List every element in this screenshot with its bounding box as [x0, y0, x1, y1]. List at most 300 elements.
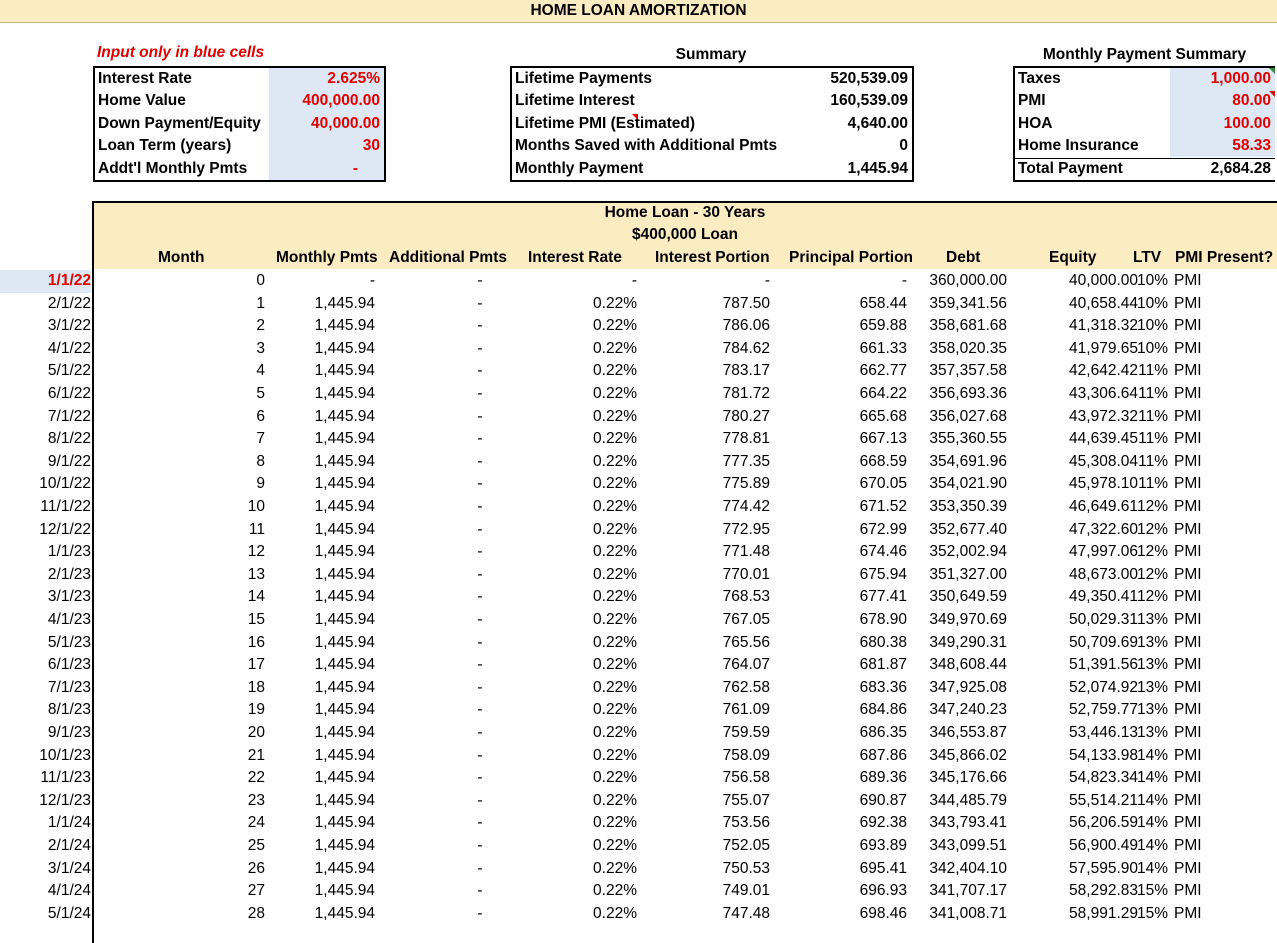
cell-principal-portion[interactable]: 671.52 [859, 498, 907, 515]
cell-additional-pmts[interactable]: - [477, 430, 483, 448]
cell-interest-rate[interactable]: 0.22% [593, 294, 637, 312]
cell-date[interactable]: 2/1/22 [47, 294, 91, 312]
cell-ltv[interactable]: 11% [1138, 385, 1168, 402]
cell-monthly-pmts[interactable]: 1,445.94 [314, 859, 375, 877]
cell-date[interactable]: 3/1/22 [47, 317, 91, 335]
cell-interest-portion[interactable]: 747.48 [722, 904, 770, 922]
cell-equity[interactable]: 56,900.49 [1069, 837, 1138, 854]
cell-ltv[interactable]: 13% [1136, 678, 1168, 696]
header-additional-pmts[interactable]: Additional Pmts [389, 249, 507, 266]
cell-principal-portion[interactable]: 678.90 [859, 611, 907, 628]
cell-monthly-pmts[interactable]: 1,445.94 [314, 724, 375, 741]
cell-equity[interactable]: 55,514.21 [1069, 791, 1138, 809]
cell-equity[interactable]: 42,642.42 [1069, 362, 1138, 380]
cell-interest-rate[interactable]: 0.22% [593, 904, 637, 922]
cell-ltv[interactable]: 10% [1136, 294, 1168, 312]
cell-date[interactable]: 2/1/23 [47, 565, 91, 583]
cell-interest-portion[interactable]: 786.06 [722, 317, 770, 335]
cell-month[interactable]: 2 [256, 317, 265, 335]
pmi-input[interactable]: 80.00 [1232, 92, 1271, 110]
cell-month[interactable]: 12 [247, 543, 265, 561]
cell-equity[interactable]: 53,446.13 [1069, 724, 1138, 741]
header-pmi-present[interactable]: PMI Present? [1175, 249, 1274, 266]
cell-debt[interactable]: 356,027.68 [929, 407, 1007, 425]
cell-principal-portion[interactable]: 661.33 [859, 339, 907, 357]
additional-pmts-input[interactable]: - [352, 159, 358, 177]
cell-interest-portion[interactable]: 759.59 [722, 724, 770, 741]
cell-month[interactable]: 27 [247, 882, 265, 900]
cell-ltv[interactable]: 14% [1136, 859, 1168, 877]
cell-debt[interactable]: 341,707.17 [929, 882, 1007, 900]
cell-month[interactable]: 15 [247, 611, 265, 628]
loan-term-input[interactable]: 30 [362, 137, 380, 155]
cell-equity[interactable]: 40,658.44 [1069, 294, 1138, 312]
cell-debt[interactable]: 345,176.66 [929, 769, 1007, 787]
cell-interest-rate[interactable]: 0.22% [593, 317, 637, 335]
cell-month[interactable]: 23 [247, 791, 265, 809]
cell-debt[interactable]: 354,021.90 [929, 475, 1007, 493]
cell-monthly-pmts[interactable]: 1,445.94 [314, 633, 375, 651]
cell-interest-rate[interactable]: 0.22% [593, 475, 637, 493]
cell-monthly-pmts[interactable]: 1,445.94 [314, 430, 375, 448]
cell-date[interactable]: 1/1/22 [0, 270, 91, 293]
cell-debt[interactable]: 353,350.39 [929, 498, 1007, 515]
cell-pmi-present[interactable]: PMI [1174, 791, 1202, 809]
cell-ltv[interactable]: 11% [1138, 430, 1168, 448]
cell-monthly-pmts[interactable]: 1,445.94 [314, 407, 375, 425]
cell-debt[interactable]: 352,677.40 [929, 520, 1007, 538]
cell-equity[interactable]: 47,997.06 [1069, 543, 1138, 561]
cell-principal-portion[interactable]: 672.99 [859, 520, 907, 538]
cell-debt[interactable]: 347,925.08 [929, 678, 1007, 696]
cell-date[interactable]: 12/1/22 [39, 520, 91, 538]
cell-equity[interactable]: 43,972.32 [1069, 407, 1138, 425]
cell-debt[interactable]: 354,691.96 [929, 452, 1007, 470]
cell-monthly-pmts[interactable]: 1,445.94 [314, 543, 375, 561]
cell-month[interactable]: 8 [256, 452, 265, 470]
cell-principal-portion[interactable]: 664.22 [859, 385, 907, 402]
cell-ltv[interactable]: 14% [1136, 746, 1168, 764]
cell-date[interactable]: 3/1/23 [47, 588, 91, 606]
cell-pmi-present[interactable]: PMI [1174, 769, 1202, 787]
cell-month[interactable]: 25 [247, 837, 265, 854]
cell-date[interactable]: 4/1/23 [47, 611, 91, 628]
cell-monthly-pmts[interactable]: 1,445.94 [314, 475, 375, 493]
cell-pmi-present[interactable]: PMI [1174, 588, 1202, 606]
cell-interest-rate[interactable]: 0.22% [593, 543, 637, 561]
cell-pmi-present[interactable]: PMI [1174, 452, 1202, 470]
cell-interest-portion[interactable]: 756.58 [722, 769, 770, 787]
cell-pmi-present[interactable]: PMI [1174, 385, 1202, 402]
cell-principal-portion[interactable]: 684.86 [859, 701, 907, 719]
cell-equity[interactable]: 52,759.77 [1069, 701, 1138, 719]
cell-interest-portion[interactable]: 765.56 [722, 633, 770, 651]
cell-principal-portion[interactable]: 690.87 [859, 791, 907, 809]
cell-additional-pmts[interactable]: - [477, 317, 483, 335]
cell-principal-portion[interactable]: 668.59 [859, 452, 907, 470]
cell-month[interactable]: 3 [256, 339, 265, 357]
cell-ltv[interactable]: 11% [1138, 407, 1168, 425]
cell-monthly-pmts[interactable]: - [369, 272, 375, 289]
cell-pmi-present[interactable]: PMI [1174, 317, 1202, 335]
cell-pmi-present[interactable]: PMI [1174, 904, 1202, 922]
cell-date[interactable]: 6/1/23 [47, 656, 91, 674]
cell-ltv[interactable]: 12% [1136, 588, 1168, 606]
cell-month[interactable]: 19 [247, 701, 265, 719]
cell-month[interactable]: 24 [247, 814, 265, 832]
header-monthly-pmts[interactable]: Monthly Pmts [276, 249, 378, 266]
cell-equity[interactable]: 45,978.10 [1069, 475, 1138, 493]
cell-interest-portion[interactable]: 755.07 [722, 791, 770, 809]
cell-additional-pmts[interactable]: - [477, 565, 483, 583]
cell-ltv[interactable]: 14% [1136, 837, 1168, 854]
cell-pmi-present[interactable]: PMI [1174, 859, 1202, 877]
cell-additional-pmts[interactable]: - [477, 475, 483, 493]
summary-value[interactable]: 1,445.94 [847, 159, 908, 177]
cell-interest-rate[interactable]: 0.22% [593, 678, 637, 696]
cell-additional-pmts[interactable]: - [477, 588, 483, 606]
cell-interest-rate[interactable]: 0.22% [593, 837, 637, 854]
cell-pmi-present[interactable]: PMI [1174, 520, 1202, 538]
cell-interest-rate[interactable]: 0.22% [593, 656, 637, 674]
cell-date[interactable]: 11/1/23 [40, 769, 91, 787]
cell-monthly-pmts[interactable]: 1,445.94 [314, 588, 375, 606]
cell-principal-portion[interactable]: 686.35 [859, 724, 907, 741]
cell-ltv[interactable]: 12% [1136, 543, 1168, 561]
cell-date[interactable]: 11/1/22 [40, 498, 91, 515]
cell-additional-pmts[interactable]: - [477, 904, 483, 922]
cell-equity[interactable]: 40,000.00 [1069, 272, 1138, 289]
cell-equity[interactable]: 46,649.61 [1069, 498, 1138, 515]
cell-interest-portion[interactable]: 770.01 [722, 565, 770, 583]
cell-date[interactable]: 3/1/24 [47, 859, 91, 877]
cell-interest-portion[interactable]: 768.53 [722, 588, 770, 606]
cell-principal-portion[interactable]: 698.46 [859, 904, 907, 922]
cell-debt[interactable]: 356,693.36 [929, 385, 1007, 402]
cell-debt[interactable]: 357,357.58 [929, 362, 1007, 380]
cell-date[interactable]: 4/1/24 [47, 882, 91, 900]
cell-monthly-pmts[interactable]: 1,445.94 [314, 837, 375, 854]
cell-principal-portion[interactable]: 674.46 [859, 543, 907, 561]
cell-pmi-present[interactable]: PMI [1174, 701, 1202, 719]
cell-principal-portion[interactable]: 675.94 [859, 565, 907, 583]
cell-additional-pmts[interactable]: - [477, 272, 483, 289]
cell-ltv[interactable]: 13% [1136, 656, 1168, 674]
cell-month[interactable]: 4 [256, 362, 265, 380]
cell-interest-rate[interactable]: 0.22% [593, 498, 637, 515]
cell-interest-portion[interactable]: 784.62 [722, 339, 770, 357]
cell-interest-rate[interactable]: - [631, 272, 637, 289]
cell-equity[interactable]: 50,029.31 [1069, 611, 1138, 628]
cell-interest-rate[interactable]: 0.22% [593, 724, 637, 741]
cell-debt[interactable]: 349,290.31 [929, 633, 1007, 651]
cell-pmi-present[interactable]: PMI [1174, 362, 1202, 380]
cell-additional-pmts[interactable]: - [477, 543, 483, 561]
cell-debt[interactable]: 347,240.23 [929, 701, 1007, 719]
cell-month[interactable]: 20 [247, 724, 265, 741]
cell-pmi-present[interactable]: PMI [1174, 837, 1202, 854]
cell-pmi-present[interactable]: PMI [1174, 565, 1202, 583]
cell-month[interactable]: 5 [256, 385, 265, 402]
cell-interest-portion[interactable]: 764.07 [722, 656, 770, 674]
cell-date[interactable]: 2/1/24 [47, 837, 91, 854]
cell-monthly-pmts[interactable]: 1,445.94 [314, 769, 375, 787]
cell-date[interactable]: 8/1/23 [47, 701, 91, 719]
cell-equity[interactable]: 54,133.98 [1069, 746, 1138, 764]
cell-additional-pmts[interactable]: - [477, 814, 483, 832]
cell-principal-portion[interactable]: 689.36 [859, 769, 907, 787]
cell-month[interactable]: 11 [248, 520, 265, 538]
cell-ltv[interactable]: 14% [1136, 791, 1168, 809]
cell-principal-portion[interactable]: 670.05 [859, 475, 907, 493]
cell-additional-pmts[interactable]: - [477, 407, 483, 425]
cell-monthly-pmts[interactable]: 1,445.94 [314, 746, 375, 764]
cell-debt[interactable]: 349,970.69 [929, 611, 1007, 628]
cell-interest-rate[interactable]: 0.22% [593, 859, 637, 877]
cell-interest-portion[interactable]: 774.42 [722, 498, 770, 515]
cell-pmi-present[interactable]: PMI [1174, 339, 1202, 357]
cell-principal-portion[interactable]: 696.93 [859, 882, 907, 900]
cell-interest-rate[interactable]: 0.22% [593, 882, 637, 900]
cell-date[interactable]: 5/1/24 [47, 904, 91, 922]
cell-interest-rate[interactable]: 0.22% [593, 633, 637, 651]
cell-ltv[interactable]: 13% [1136, 701, 1168, 719]
cell-principal-portion[interactable]: 659.88 [859, 317, 907, 335]
cell-ltv[interactable]: 15% [1136, 882, 1168, 900]
cell-interest-portion[interactable]: 752.05 [722, 837, 770, 854]
cell-interest-portion[interactable]: - [764, 272, 770, 289]
cell-interest-rate[interactable]: 0.22% [593, 701, 637, 719]
cell-debt[interactable]: 351,327.00 [929, 565, 1007, 583]
cell-interest-rate[interactable]: 0.22% [593, 520, 637, 538]
cell-pmi-present[interactable]: PMI [1174, 294, 1202, 312]
cell-monthly-pmts[interactable]: 1,445.94 [314, 814, 375, 832]
cell-pmi-present[interactable]: PMI [1174, 678, 1202, 696]
cell-principal-portion[interactable]: 693.89 [859, 837, 907, 854]
cell-additional-pmts[interactable]: - [477, 452, 483, 470]
cell-interest-portion[interactable]: 780.27 [722, 407, 770, 425]
cell-ltv[interactable]: 11% [1138, 362, 1168, 380]
cell-monthly-pmts[interactable]: 1,445.94 [314, 317, 375, 335]
cell-additional-pmts[interactable]: - [477, 633, 483, 651]
comment-indicator-icon[interactable] [1269, 91, 1275, 97]
cell-additional-pmts[interactable]: - [477, 294, 483, 312]
cell-debt[interactable]: 346,553.87 [929, 724, 1007, 741]
cell-principal-portion[interactable]: 658.44 [859, 294, 907, 312]
cell-pmi-present[interactable]: PMI [1174, 611, 1202, 628]
cell-month[interactable]: 16 [247, 633, 265, 651]
cell-date[interactable]: 5/1/22 [47, 362, 91, 380]
header-equity[interactable]: Equity [1049, 249, 1097, 266]
cell-debt[interactable]: 343,793.41 [929, 814, 1007, 832]
cell-month[interactable]: 0 [256, 272, 265, 289]
cell-principal-portion[interactable]: 680.38 [859, 633, 907, 651]
cell-month[interactable]: 6 [256, 407, 265, 425]
cell-principal-portion[interactable]: 681.87 [859, 656, 907, 674]
cell-additional-pmts[interactable]: - [477, 769, 483, 787]
cell-principal-portion[interactable]: 677.41 [859, 588, 907, 606]
cell-interest-portion[interactable]: 750.53 [722, 859, 770, 877]
cell-interest-portion[interactable]: 787.50 [722, 294, 770, 312]
cell-pmi-present[interactable]: PMI [1174, 814, 1202, 832]
cell-additional-pmts[interactable]: - [477, 701, 483, 719]
cell-date[interactable]: 9/1/23 [47, 724, 91, 741]
cell-date[interactable]: 10/1/23 [39, 746, 91, 764]
cell-additional-pmts[interactable]: - [477, 656, 483, 674]
cell-ltv[interactable]: 15% [1136, 904, 1168, 922]
cell-equity[interactable]: 45,308.04 [1069, 452, 1138, 470]
cell-ltv[interactable]: 12% [1136, 520, 1168, 538]
cell-principal-portion[interactable]: 692.38 [859, 814, 907, 832]
cell-interest-portion[interactable]: 775.89 [722, 475, 770, 493]
cell-pmi-present[interactable]: PMI [1174, 633, 1202, 651]
cell-monthly-pmts[interactable]: 1,445.94 [314, 520, 375, 538]
cell-interest-portion[interactable]: 783.17 [722, 362, 770, 380]
cell-additional-pmts[interactable]: - [477, 339, 483, 357]
cell-debt[interactable]: 344,485.79 [929, 791, 1007, 809]
cell-monthly-pmts[interactable]: 1,445.94 [314, 656, 375, 674]
cell-equity[interactable]: 51,391.56 [1069, 656, 1138, 674]
cell-ltv[interactable]: 12% [1136, 565, 1168, 583]
cell-debt[interactable]: 350,649.59 [929, 588, 1007, 606]
cell-debt[interactable]: 355,360.55 [929, 430, 1007, 448]
cell-debt[interactable]: 358,020.35 [929, 339, 1007, 357]
cell-equity[interactable]: 52,074.92 [1069, 678, 1138, 696]
cell-equity[interactable]: 58,991.29 [1069, 904, 1138, 922]
summary-value[interactable]: 0 [899, 137, 908, 155]
header-interest-rate[interactable]: Interest Rate [528, 249, 622, 266]
insurance-input[interactable]: 58.33 [1232, 137, 1271, 155]
cell-pmi-present[interactable]: PMI [1174, 724, 1202, 741]
cell-interest-portion[interactable]: 778.81 [722, 430, 770, 448]
cell-equity[interactable]: 57,595.90 [1069, 859, 1138, 877]
cell-equity[interactable]: 47,322.60 [1069, 520, 1138, 538]
cell-monthly-pmts[interactable]: 1,445.94 [314, 904, 375, 922]
cell-month[interactable]: 17 [247, 656, 265, 674]
cell-monthly-pmts[interactable]: 1,445.94 [314, 882, 375, 900]
cell-interest-portion[interactable]: 777.35 [722, 452, 770, 470]
cell-ltv[interactable]: 11% [1138, 452, 1168, 470]
cell-equity[interactable]: 56,206.59 [1069, 814, 1138, 832]
cell-debt[interactable]: 360,000.00 [929, 272, 1007, 289]
comment-indicator-icon[interactable] [1269, 68, 1275, 74]
interest-rate-input[interactable]: 2.625% [327, 70, 380, 87]
cell-interest-portion[interactable]: 762.58 [722, 678, 770, 696]
cell-additional-pmts[interactable]: - [477, 520, 483, 538]
cell-pmi-present[interactable]: PMI [1174, 430, 1202, 448]
cell-debt[interactable]: 352,002.94 [929, 543, 1007, 561]
summary-value[interactable]: 520,539.09 [830, 70, 908, 87]
cell-pmi-present[interactable]: PMI [1174, 746, 1202, 764]
cell-month[interactable]: 1 [256, 294, 265, 312]
cell-interest-rate[interactable]: 0.22% [593, 430, 637, 448]
header-ltv[interactable]: LTV [1133, 249, 1162, 266]
cell-date[interactable]: 9/1/22 [47, 452, 91, 470]
cell-interest-rate[interactable]: 0.22% [593, 407, 637, 425]
cell-pmi-present[interactable]: PMI [1174, 882, 1202, 900]
cell-equity[interactable]: 50,709.69 [1069, 633, 1138, 651]
cell-date[interactable]: 12/1/23 [39, 791, 91, 809]
cell-monthly-pmts[interactable]: 1,445.94 [314, 611, 375, 628]
cell-debt[interactable]: 359,341.56 [929, 294, 1007, 312]
cell-debt[interactable]: 348,608.44 [929, 656, 1007, 674]
cell-ltv[interactable]: 14% [1136, 814, 1168, 832]
cell-interest-portion[interactable]: 749.01 [722, 882, 770, 900]
cell-principal-portion[interactable]: 662.77 [859, 362, 907, 380]
cell-interest-portion[interactable]: 771.48 [722, 543, 770, 561]
cell-ltv[interactable]: 14% [1136, 769, 1168, 787]
cell-date[interactable]: 8/1/22 [47, 430, 91, 448]
cell-monthly-pmts[interactable]: 1,445.94 [314, 385, 375, 402]
cell-additional-pmts[interactable]: - [477, 611, 483, 628]
cell-monthly-pmts[interactable]: 1,445.94 [314, 362, 375, 380]
cell-monthly-pmts[interactable]: 1,445.94 [314, 294, 375, 312]
cell-debt[interactable]: 342,404.10 [929, 859, 1007, 877]
cell-month[interactable]: 13 [247, 565, 265, 583]
cell-principal-portion[interactable]: 695.41 [859, 859, 907, 877]
cell-monthly-pmts[interactable]: 1,445.94 [314, 701, 375, 719]
cell-debt[interactable]: 341,008.71 [929, 904, 1007, 922]
cell-ltv[interactable]: 13% [1136, 633, 1168, 651]
cell-monthly-pmts[interactable]: 1,445.94 [314, 452, 375, 470]
header-debt[interactable]: Debt [946, 249, 981, 266]
comment-indicator-icon[interactable] [632, 114, 638, 120]
cell-month[interactable]: 10 [247, 498, 265, 515]
cell-month[interactable]: 26 [247, 859, 265, 877]
cell-interest-rate[interactable]: 0.22% [593, 791, 637, 809]
cell-month[interactable]: 7 [256, 430, 265, 448]
cell-principal-portion[interactable]: 665.68 [859, 407, 907, 425]
cell-interest-rate[interactable]: 0.22% [593, 565, 637, 583]
cell-monthly-pmts[interactable]: 1,445.94 [314, 565, 375, 583]
cell-monthly-pmts[interactable]: 1,445.94 [314, 339, 375, 357]
header-month[interactable]: Month [158, 249, 205, 266]
summary-value[interactable]: 4,640.00 [847, 114, 908, 132]
cell-date[interactable]: 7/1/23 [47, 678, 91, 696]
cell-month[interactable]: 14 [247, 588, 265, 606]
cell-equity[interactable]: 41,318.32 [1069, 317, 1138, 335]
cell-pmi-present[interactable]: PMI [1174, 272, 1202, 289]
cell-date[interactable]: 7/1/22 [47, 407, 91, 425]
header-principal-portion[interactable]: Principal Portion [789, 249, 914, 266]
cell-additional-pmts[interactable]: - [477, 678, 483, 696]
cell-monthly-pmts[interactable]: 1,445.94 [314, 678, 375, 696]
cell-ltv[interactable]: 10% [1136, 317, 1168, 335]
cell-interest-rate[interactable]: 0.22% [593, 385, 637, 402]
cell-date[interactable]: 1/1/23 [47, 543, 91, 561]
cell-interest-portion[interactable]: 767.05 [722, 611, 770, 628]
cell-date[interactable]: 10/1/22 [39, 475, 91, 493]
cell-equity[interactable]: 48,673.00 [1069, 565, 1138, 583]
hoa-input[interactable]: 100.00 [1223, 114, 1271, 132]
cell-additional-pmts[interactable]: - [477, 362, 483, 380]
cell-equity[interactable]: 41,979.65 [1069, 339, 1138, 357]
down-payment-input[interactable]: 40,000.00 [311, 114, 380, 132]
cell-interest-rate[interactable]: 0.22% [593, 814, 637, 832]
cell-pmi-present[interactable]: PMI [1174, 407, 1202, 425]
cell-date[interactable]: 4/1/22 [47, 339, 91, 357]
cell-monthly-pmts[interactable]: 1,445.94 [314, 498, 375, 515]
cell-interest-portion[interactable]: 758.09 [722, 746, 770, 764]
cell-additional-pmts[interactable]: - [477, 837, 483, 854]
cell-interest-rate[interactable]: 0.22% [593, 769, 637, 787]
cell-equity[interactable]: 54,823.34 [1069, 769, 1138, 787]
cell-pmi-present[interactable]: PMI [1174, 498, 1202, 515]
cell-interest-rate[interactable]: 0.22% [593, 339, 637, 357]
cell-pmi-present[interactable]: PMI [1174, 475, 1202, 493]
cell-principal-portion[interactable]: 683.36 [859, 678, 907, 696]
taxes-input[interactable]: 1,000.00 [1210, 70, 1271, 87]
